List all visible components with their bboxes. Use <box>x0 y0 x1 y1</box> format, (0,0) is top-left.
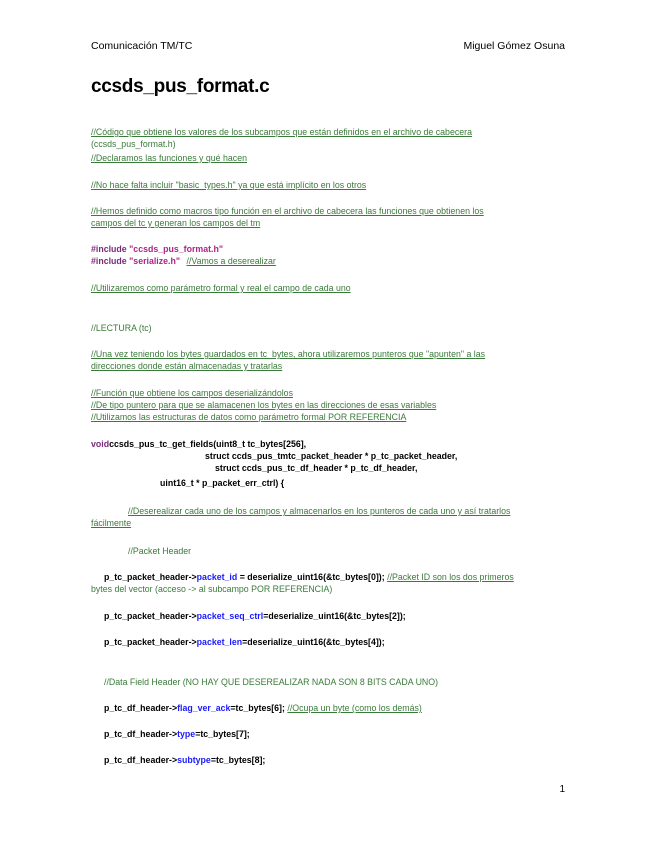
header-left-text: Comunicación TM/TC <box>91 40 193 52</box>
statement-target: p_tc_df_header-> <box>104 755 178 765</box>
comment-line: //Utilizamos las estructuras de datos como parámetro formal POR REFERENCIA <box>91 412 407 422</box>
struct-field: packet_id <box>196 572 238 582</box>
function-name: ccsds_pus_tc_get_fields(uint8_t tc_bytes[256], <box>109 439 307 449</box>
statement-value: = deserialize_uint16(&tc_bytes[0]); <box>237 572 385 582</box>
struct-field: type <box>177 729 196 739</box>
comment-line: bytes del vector (acceso -> al subcampo POR REFERENCIA) <box>91 584 333 594</box>
statement-value: =deserialize_uint16(&tc_bytes[4]); <box>242 637 385 647</box>
statement-value: =tc_bytes[6]; <box>230 703 285 713</box>
statement-value: =tc_bytes[7]; <box>195 729 250 739</box>
inline-comment: //Ocupa un byte (como los demás) <box>287 703 422 713</box>
section-comment: //Packet Header <box>128 546 192 556</box>
comment-line: //Utilizaremos como parámetro formal y real el campo de cada uno <box>91 283 351 293</box>
function-param: struct ccds_pus_tmtc_packet_header * p_tc_packet_header, <box>205 451 458 461</box>
comment-line: //Código que obtiene los valores de los subcampos que están definidos en el archivo de cabecera <box>91 127 472 137</box>
statement-value: =deserialize_uint16(&tc_bytes[2]); <box>263 611 406 621</box>
statement-value: =tc_bytes[8]; <box>210 755 266 765</box>
include-line <box>91 256 571 267</box>
code-statement <box>104 611 584 622</box>
struct-field: flag_ver_ack <box>177 703 231 713</box>
statement-target: p_tc_df_header-> <box>104 703 178 713</box>
comment-line: //Una vez teniendo los bytes guardados en tc_bytes, ahora utilizaremos punteros que "apunten" a las <box>91 349 486 359</box>
function-param: uint16_t * p_packet_err_ctrl) { <box>160 478 285 488</box>
include-path: "serialize.h" <box>129 256 181 266</box>
code-statement <box>104 703 584 714</box>
comment-line: //Deserealizar cada uno de los campos y almacenarlos en los punteros de cada uno y así tratarlos <box>128 506 511 516</box>
include-path: "ccsds_pus_format.h" <box>129 244 224 254</box>
comment-line: //No hace falta incluir "basic_types.h" ya que está implícito en los otros <box>91 180 367 190</box>
include-keyword: #include <box>91 256 127 266</box>
page-number: 1 <box>559 784 565 795</box>
section-comment: //Data Field Header (NO HAY QUE DESEREALIZAR NADA SON 8 BITS CADA UNO) <box>104 677 439 687</box>
comment-line: //Declaramos las funciones y qué hacen <box>91 153 247 163</box>
inline-comment: //Vamos a deserealizar <box>186 256 276 266</box>
comment-line: campos del tc y generan los campos del tm <box>91 218 261 228</box>
comment-line: (ccsds_pus_format.h) <box>91 139 176 149</box>
include-keyword: #include <box>91 244 127 254</box>
struct-field: subtype <box>177 755 211 765</box>
statement-target: p_tc_packet_header-> <box>104 572 197 582</box>
comment-line: direcciones donde están almacenadas y tratarlas <box>91 361 283 371</box>
code-statement <box>104 572 584 583</box>
struct-field: packet_len <box>196 637 243 647</box>
return-type: void <box>91 439 110 449</box>
statement-target: p_tc_packet_header-> <box>104 611 197 621</box>
code-statement <box>104 637 584 648</box>
section-comment: //LECTURA (tc) <box>91 323 152 333</box>
statement-target: p_tc_df_header-> <box>104 729 178 739</box>
include-line <box>91 244 571 255</box>
function-signature <box>91 439 571 450</box>
inline-comment: //Packet ID son los dos primeros <box>387 572 514 582</box>
comment-line: //Función que obtiene los campos deserializándolos <box>91 388 293 398</box>
statement-target: p_tc_packet_header-> <box>104 637 197 647</box>
comment-line: fácilmente <box>91 518 132 528</box>
page-title: ccsds_pus_format.c <box>91 76 270 97</box>
code-statement <box>104 755 584 766</box>
code-statement <box>104 729 584 740</box>
comment-line: //Hemos definido como macros tipo función en el archivo de cabecera las funciones que obtienen los <box>91 206 484 216</box>
header-right-text: Miguel Gómez Osuna <box>463 40 565 52</box>
struct-field: packet_seq_ctrl <box>196 611 264 621</box>
comment-line: //De tipo puntero para que se alamacenen los bytes en las direcciones de esas variables <box>91 400 437 410</box>
function-param: struct ccds_pus_tc_df_header * p_tc_df_header, <box>215 463 418 473</box>
